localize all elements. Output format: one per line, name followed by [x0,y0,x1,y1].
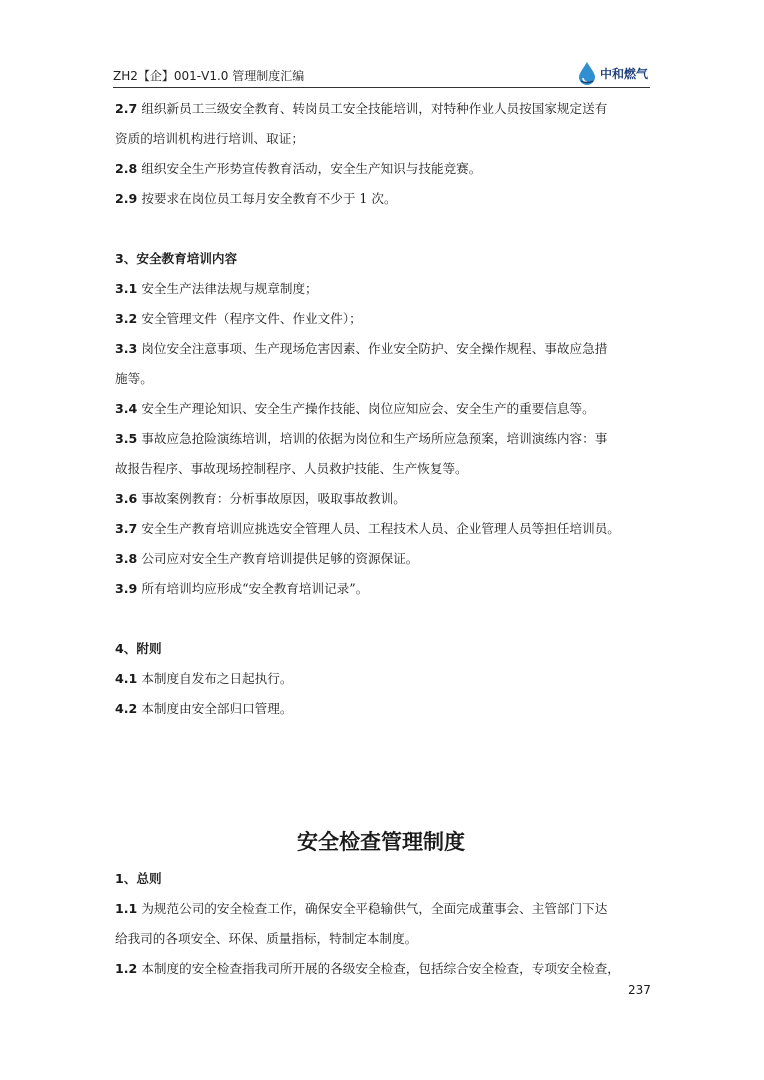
section-heading: 4、附则 [115,641,162,656]
section-heading: 1、总则 [115,871,162,886]
paragraph-line [115,454,647,484]
item-number: 3.8 [115,551,138,566]
item-number: 3.2 [115,311,138,326]
item-text: 施等。 [115,371,153,386]
header-rule [113,87,650,88]
item-number: 3.4 [115,401,138,416]
paragraph-line [115,694,647,724]
item-number: 2.8 [115,161,138,176]
item-number: 3.9 [115,581,138,596]
item-text: 安全生产教育培训应挑选安全管理人员、工程技术人员、企业管理人员等担任培训员。 [141,521,620,536]
paragraph-line [115,954,647,984]
item-text: 按要求在岗位员工每月安全教育不少于 1 次。 [141,191,397,206]
item-text: 所有培训均应形成“安全教育培训记录”。 [141,581,369,596]
item-text: 事故应急抢险演练培训，培训的依据为岗位和生产场所应急预案，培训演练内容：事 [141,431,608,446]
item-number: 4.1 [115,671,138,686]
item-text: 故报告程序、事故现场控制程序、人员救护技能、生产恢复等。 [115,461,468,476]
item-number: 2.7 [115,101,138,116]
item-text: 给我司的各项安全、环保、质量指标，特制定本制度。 [115,931,418,946]
item-number: 3.6 [115,491,138,506]
item-number: 3.3 [115,341,138,356]
paragraph-line [115,304,647,334]
paragraph-line [115,394,647,424]
item-number: 3.1 [115,281,138,296]
item-text: 资质的培训机构进行培训、取证； [115,131,304,146]
paragraph-line [115,664,647,694]
paragraph-line [115,894,647,924]
item-text: 本制度由安全部归口管理。 [141,701,293,716]
section-items [115,664,647,724]
section-heading: 3、安全教育培训内容 [115,251,238,266]
item-text: 安全生产理论知识、安全生产操作技能、岗位应知应会、安全生产的重要信息等。 [141,401,595,416]
item-text: 岗位安全注意事项、生产现场危害因素、作业安全防护、安全操作规程、事故应急措 [141,341,608,356]
top-items [115,94,647,214]
item-text: 事故案例教育：分析事故原因，吸取事故教训。 [141,491,406,506]
paragraph-line [115,484,647,514]
item-number: 1.2 [115,961,138,976]
item-number: 4.2 [115,701,138,716]
water-drop-icon [577,61,597,85]
logo-text: 中和燃气 [599,66,648,81]
section-items [115,274,647,604]
item-number: 3.5 [115,431,138,446]
item-text: 本制度自发布之日起执行。 [141,671,293,686]
paragraph-line [115,334,647,364]
item-text: 组织安全生产形势宣传教育活动，安全生产知识与技能竞赛。 [141,161,482,176]
paragraph-line [115,544,647,574]
document-title: 安全检查管理制度 [297,830,465,854]
item-text: 安全生产法律法规与规章制度； [141,281,318,296]
section-items [115,894,647,984]
item-number: 1.1 [115,901,138,916]
paragraph-line [115,424,647,454]
paragraph-line [115,514,647,544]
item-text: 组织新员工三级安全教育、转岗员工安全技能培训，对特种作业人员按国家规定送有 [141,101,608,116]
paragraph-line [115,274,647,304]
paragraph-line [115,94,647,124]
page-number: 237 [628,983,651,997]
item-number: 2.9 [115,191,138,206]
paragraph-line [115,184,647,214]
item-text: 为规范公司的安全检查工作，确保安全平稳输供气，全面完成董事会、主管部门下达 [141,901,608,916]
paragraph-line [115,924,647,954]
item-text: 安全管理文件（程序文件、作业文件）； [141,311,362,326]
company-logo [577,61,648,85]
paragraph-line [115,574,647,604]
page-header [113,58,650,88]
paragraph-line [115,364,647,394]
paragraph-line [115,124,647,154]
item-number: 3.7 [115,521,138,536]
paragraph-line [115,154,647,184]
doc-code: ZH2【企】001-V1.0 管理制度汇编 [113,69,305,83]
item-text: 本制度的安全检查指我司所开展的各级安全检查，包括综合安全检查，专项安全检查， [141,961,620,976]
item-text: 公司应对安全生产教育培训提供足够的资源保证。 [141,551,419,566]
document-body [115,94,647,984]
